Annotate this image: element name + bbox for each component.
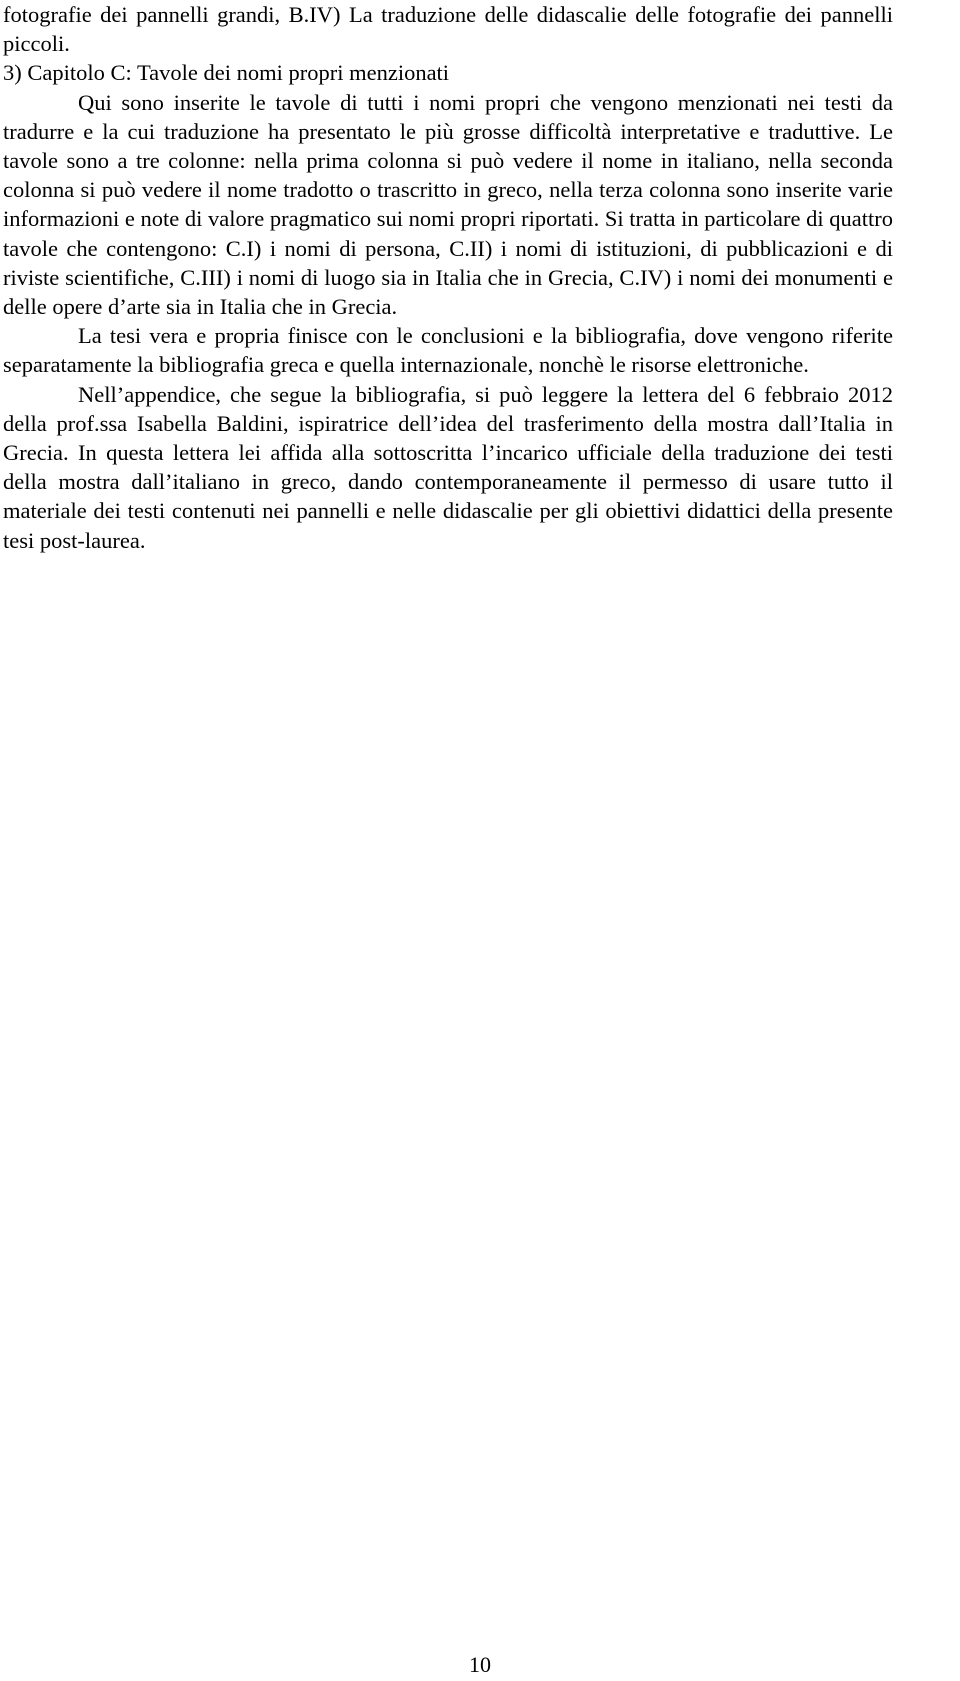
paragraph-chapter-c-description: Qui sono inserite le tavole di tutti i nomi propri che vengono menzionati nei testi da tradurre e la cui traduzione ha presentato le più grosse difficoltà interpretative e traduttive. Le tavole sono a tre colonne: nella prima colonna si può vedere il nome in italiano, nella seconda colonna si può vedere il nome tradotto o trascritto in greco, nella terza colonna sono inserite varie informazioni e note di valore pragmatico sui nomi propri riportati. Si tratta in particolare di quattro tavole che contengono: C.I) i nomi di persona, C.II) i nomi di istituzioni, di pubblicazioni e di riviste scientifiche, C.III) i nomi di luogo sia in Italia che in Grecia, C.IV) i nomi dei monumenti e delle opere d’arte sia in Italia che in Grecia. — [3, 89, 893, 320]
page-number: 10 — [469, 1652, 491, 1677]
document-page — [3, 0, 893, 555]
chapter-heading: 3) Capitolo C: Tavole dei nomi propri menzionati — [3, 60, 450, 86]
paragraph-conclusions: La tesi vera e propria finisce con le conclusioni e la bibliografia, dove vengono riferite separatamente la bibliografia greca e quella internazionale, nonchè le risorse elettroniche. — [3, 323, 893, 378]
paragraph-continuation: fotografie dei pannelli grandi, B.IV) La traduzione delle didascalie delle fotografie dei pannelli piccoli. — [3, 2, 893, 57]
paragraph-appendix: Nell’appendice, che segue la bibliografia, si può leggere la lettera del 6 febbraio 2012 della prof.ssa Isabella Baldini, ispiratrice dell’idea del trasferimento della mostra dall’Italia in Grecia. In questa lettera lei affida alla sottoscritta l’incarico ufficiale della traduzione dei testi della mostra dall’italiano in greco, dando contemporaneamente il permesso di usare tutto il materiale dei testi contenuti nei pannelli e nelle didascalie per gli obiettivi didattici della presente tesi post-laurea. — [3, 381, 893, 553]
